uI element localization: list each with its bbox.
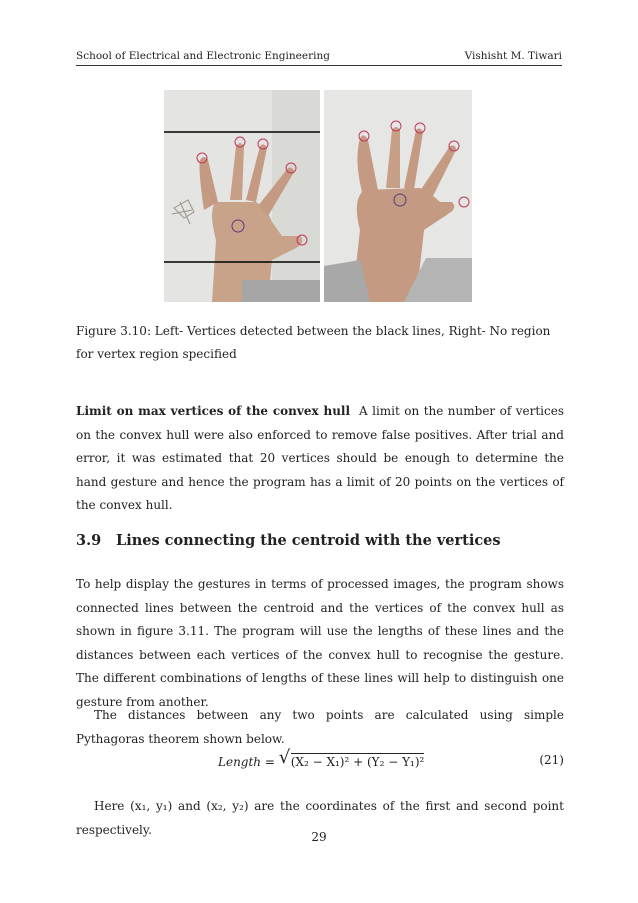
sqrt-sign-icon: √ — [278, 747, 291, 768]
section-number: 3.9 — [76, 532, 102, 549]
paragraph-lead: Limit on max vertices of the convex hull — [76, 404, 351, 418]
header-right: Vishisht M. Tiwari — [464, 50, 562, 62]
figure-3-10 — [164, 90, 472, 302]
equation-lhs: Length = — [218, 755, 275, 769]
right-photo — [324, 90, 472, 302]
equation-21 — [76, 749, 564, 777]
header-left: School of Electrical and Electronic Engineering — [76, 50, 330, 62]
left-photo — [164, 90, 320, 302]
header-rule — [76, 65, 562, 66]
equation-body — [218, 747, 425, 769]
section-title: Lines connecting the centroid with the vertices — [116, 532, 501, 549]
page-number: 29 — [311, 830, 327, 844]
section-heading — [76, 532, 564, 549]
paragraph-coordinates: Here (x₁, y₁) and (x₂, y₂) are the coordinates of the first and second point respectively. — [76, 799, 564, 837]
square-root — [278, 747, 425, 769]
hand-photos — [164, 90, 472, 302]
equation-number: (21) — [539, 753, 564, 767]
paragraph-body: A limit on the number of vertices on the convex hull were also enforced to remove false positives. After trial and error, it was estimated that 20 vertices should be enough to determine the hand gesture and hence the program has a limit of 20 points on the vertices of the convex hull. — [76, 404, 564, 512]
equation-rhs: (X₂ − X₁)² + (Y₂ − Y₁)² — [290, 755, 425, 769]
paragraph-max-vertices — [76, 400, 564, 518]
figure-caption: Figure 3.10: Left- Vertices detected between the black lines, Right- No region for vertex region specified — [76, 324, 551, 361]
paragraph-pythagoras: The distances between any two points are calculated using simple Pythagoras theorem shown below. — [76, 708, 564, 746]
paragraph-lines-intro: To help display the gestures in terms of processed images, the program shows connected lines between the centroid and the vertices of the convex hull as shown in figure 3.11. The program will use the lengths of these lines and the distances between each vertices of the convex hull to recognise the gesture. The different combinations of lengths of these lines will help to distinguish one gesture from another. — [76, 577, 564, 709]
